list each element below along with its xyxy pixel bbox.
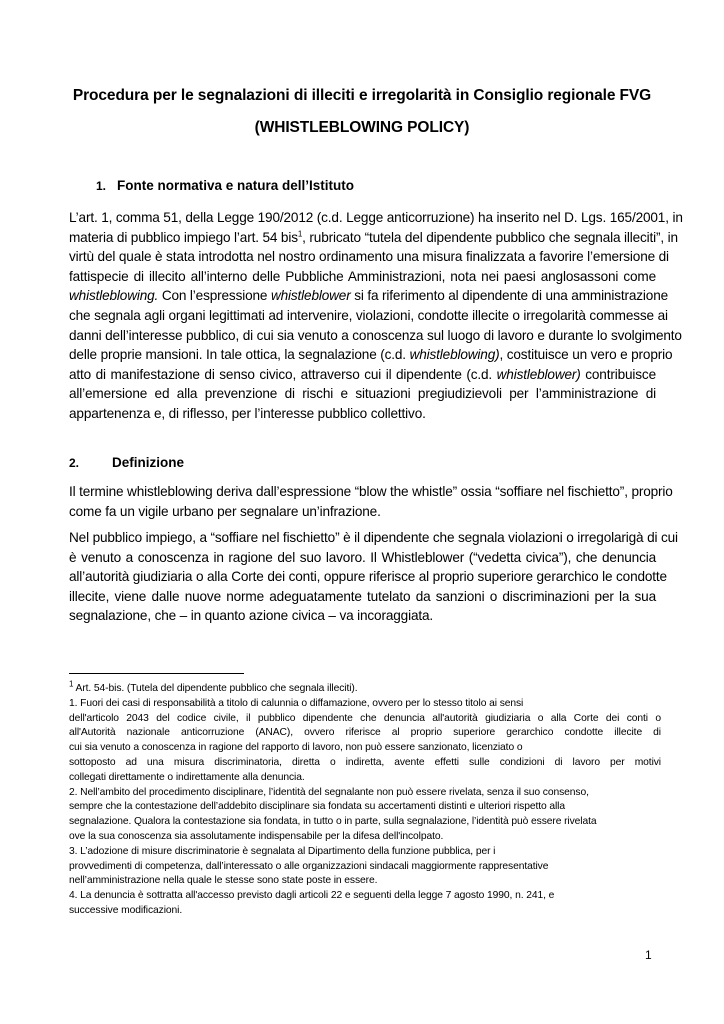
text-line [69,726,661,741]
text-line [69,365,656,385]
text-run: fattispecie di illecito all’interno delle Pubbliche Amministrazioni, nota nei paesi anglosassoni come [69,268,656,284]
section-2-paragraph-2 [69,528,678,626]
text-line [69,567,667,587]
text-run: segnalazione. Qualora la contestazione sia fondata, in tutto o in parte, sulla segnalazione, l’identità può essere rivelata [69,816,597,828]
text-line [69,528,678,548]
text-run: nell’amministrazione nella quale le stesse sono state poste in essere. [69,875,378,887]
text-line [69,874,661,889]
text-run: dell'articolo 2043 del codice civile, il pubblico dipendente che denuncia all'autorità giudiziaria o alla Corte dei conti o [69,712,661,724]
text-run: delle proprie mansioni. In tale ottica, la segnalazione (c.d. [69,347,410,363]
text-line [69,548,656,568]
emphasized-text: whistleblower) [496,366,581,382]
text-run: L’art. 1, comma 51, della Legge 190/2012 (c.d. Legge anticorruzione) ha inserito nel D. Lgs. 165/2001, in [69,210,683,225]
footnote-reference: 1 [69,679,74,689]
text-line [69,904,661,919]
text-line [69,404,656,424]
section-2-number: 2. [69,456,80,470]
emphasized-text: whistleblowing) [409,347,500,363]
text-run: atto di manifestazione di senso civico, attraverso cui il dipendente (c.d. [69,366,497,382]
text-run: sottoposto ad una misura discriminatoria, diretta o indiretta, avente effetti sulle condizioni di lavoro per motivi [69,756,661,768]
document-subtitle: (WHISTLEBLOWING POLICY) [254,119,470,136]
text-run: come fa un vigile urbano per segnalare un’infrazione. [69,503,381,519]
text-line [69,830,661,845]
text-run: Con l’espressione [158,288,271,304]
text-run: virtù del quale è stata introdotta nel nostro ordinamento una misura finalizzata a favorire l’emersione di [69,249,669,265]
text-run: sempre che la contestazione dell’addebito disciplinare sia fondata su accertamenti distinti e ulteriori rispetto alla [69,801,565,813]
page-number: 1 [645,948,652,962]
text-run: , rubricato “tutela del dipendente pubblico che segnala illeciti”, in [302,229,678,245]
text-run: si fa riferimento al dipendente di una amministrazione [350,288,669,304]
text-run: all'Autorità nazionale anticorruzione (ANAC), ovvero riferisce al proprio superiore gerarchico condotte illecite di [69,727,661,739]
text-line [69,679,661,697]
text-run: 4. La denuncia è sottratta all'accesso previsto dagli articoli 22 e seguenti della legge 7 agosto 1990, n. 241, e [69,890,555,902]
text-run: collegati direttamente o indirettamente alla denuncia. [69,771,305,783]
text-line [69,326,682,346]
footnotes [69,679,661,919]
text-line [69,741,661,756]
text-line [69,860,661,875]
text-run: 2. Nell’ambito del procedimento disciplinare, l’identità del segnalante non può essere rivelata, senza il suo consenso, [69,786,589,798]
text-run: appartenenza e, di riflesso, per l’interesse pubblico collettivo. [69,405,426,421]
text-line [69,482,673,502]
text-line [69,247,669,267]
text-run: segnalazione, che – in quanto azione civica – va incoraggiata. [69,608,434,624]
text-run: , costituisce un vero e proprio [499,347,673,363]
section-2-heading [69,455,184,470]
section-1-title: Fonte normativa e natura dell’Istituto [117,178,355,193]
text-line [69,786,661,801]
text-line [69,712,661,727]
document-title: Procedura per le segnalazioni di illeciti e irregolarità in Consiglio regionale FVG [72,87,652,104]
text-line [69,228,678,248]
text-line [69,502,656,522]
text-line [69,384,656,404]
text-run: illecite, viene dalle nuove norme adeguatamente tutelato da sanzioni o discriminazioni per la sua [69,588,656,604]
text-line [69,306,668,326]
text-run: contribuisce [580,366,656,382]
text-run: successive modificazioni. [69,904,183,916]
text-line [69,845,661,860]
text-run: 1. Fuori dei casi di responsabilità a titolo di calunnia o diffamazione, ovvero per lo stesso titolo ai sensi [69,697,524,709]
emphasized-text: whistleblower [270,288,351,304]
text-run: all’autorità giudiziaria o alla Corte dei conti, oppure riferisce al proprio superiore gerarchico le condotte [69,569,667,585]
text-run: danni dell’interesse pubblico, di cui sia venuto a conoscenza sul luogo di lavoro e durante lo svolgimento [69,327,682,343]
text-run: materia di pubblico impiego l’art. 54 bis [69,229,298,245]
text-line [69,267,656,287]
text-line [69,815,661,830]
text-line [69,286,669,306]
text-run: che segnala agli organi legittimati ad intervenire, violazioni, condotte illecite o irregolarità commesse ai [69,307,668,323]
text-run: all’emersione ed alla prevenzione di rischi e situazioni pregiudizievoli per l’amministrazione di [69,386,656,402]
text-run: è venuto a conoscenza in ragione del suo lavoro. Il Whistleblower (“vedetta civica”), che denuncia [69,549,656,565]
text-line [69,697,661,712]
emphasized-text: whistleblowing. [69,288,159,304]
text-line [69,800,661,815]
footnote-separator [69,673,244,674]
section-1-paragraph [69,208,683,424]
text-line [69,771,661,786]
section-2-paragraph-1 [69,482,673,521]
text-line [69,208,683,228]
text-run: provvedimenti di competenza, dall’interessato o alle organizzazioni sindacali maggiormente rappresentative [69,860,549,872]
text-line [69,606,656,626]
text-line [69,587,656,607]
text-run: cui sia venuto a conoscenza in ragione del rapporto di lavoro, non può essere sanzionato, licenziato o [69,742,523,754]
text-line [69,756,661,771]
text-line [69,889,661,904]
section-1-heading [69,178,354,193]
text-run: Il termine whistleblowing deriva dall’espressione “blow the whistle” ossia “soffiare nel fischietto”, proprio [69,484,673,499]
text-run: ove la sua conoscenza sia assolutamente indispensabile per la difesa dell'incolpato. [69,830,444,842]
text-run: Nel pubblico impiego, a “soffiare nel fischietto” è il dipendente che segnala violazioni o irregolarigà di cui [69,530,678,545]
text-run: Art. 54-bis. (Tutela del dipendente pubblico che segnala illeciti). [73,683,358,694]
section-1-number: 1. [96,179,107,193]
footnote-reference: 1 [297,229,303,239]
text-run: 3. L’adozione di misure discriminatorie è segnalata al Dipartimento della funzione pubblica, per i [69,845,496,857]
text-line [69,345,673,365]
section-2-title: Definizione [112,455,185,470]
